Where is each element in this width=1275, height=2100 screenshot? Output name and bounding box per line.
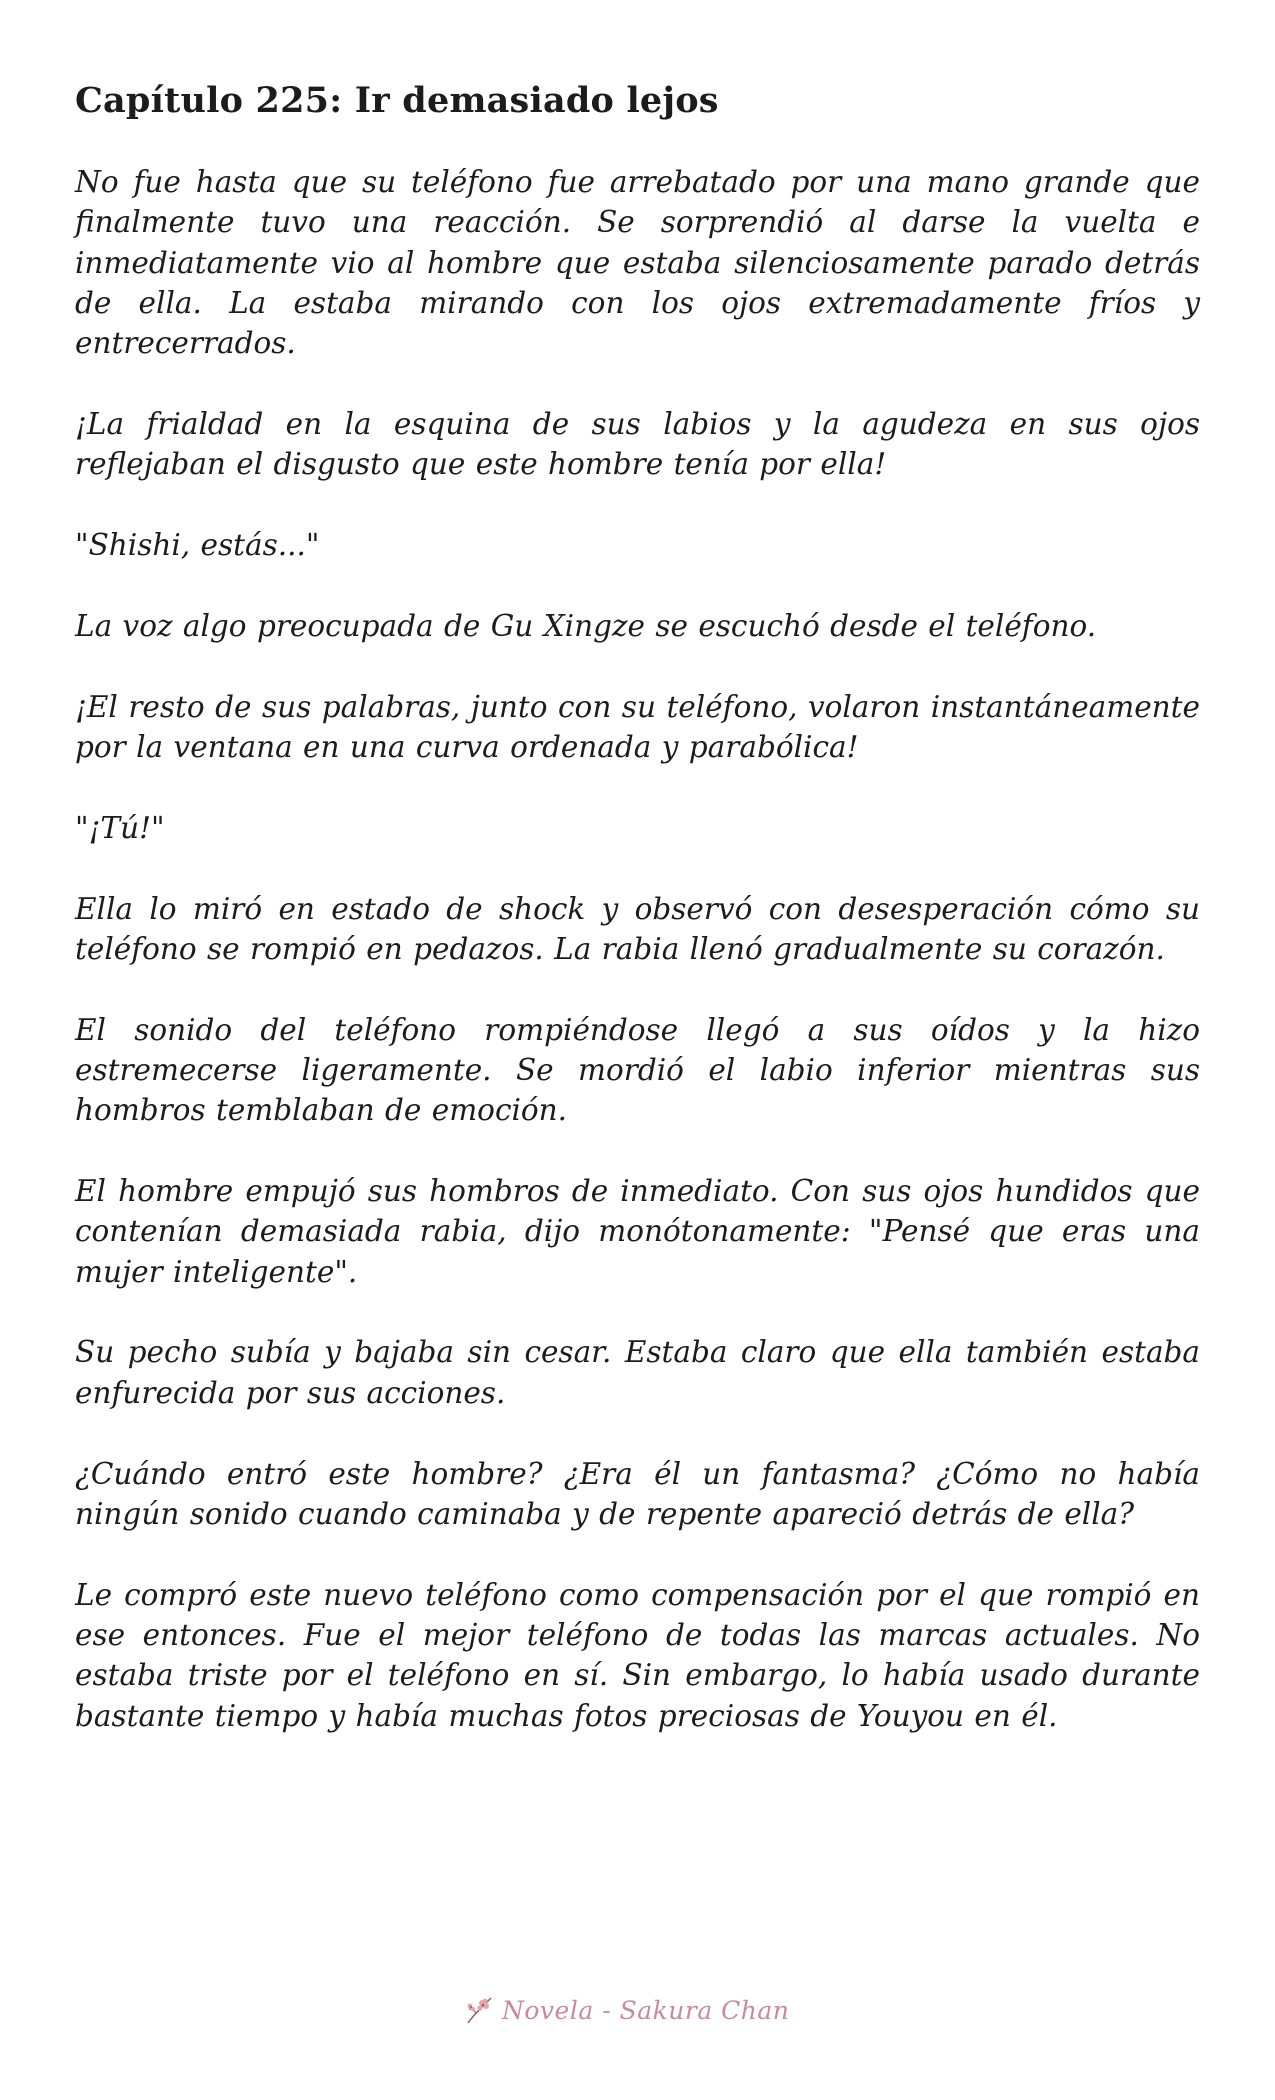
paragraph: El sonido del teléfono rompiéndose llegó a sus oídos y la hizo estremecerse ligeramente. Se mordió el labio inferior mientras sus hombros temblaban de emoción.: [75, 1012, 1200, 1128]
paragraph: ¿Cuándo entró este hombre? ¿Era él un fantasma? ¿Cómo no había ningún sonido cuando caminaba y de repente apareció detrás de ella?: [75, 1456, 1200, 1531]
cherry-blossom-icon: [462, 1993, 496, 2027]
paragraph: "¡Tú!": [75, 810, 165, 845]
paragraph: No fue hasta que su teléfono fue arrebatado por una mano grande que finalmente tuvo una reacción. Se sorprendió al darse la vuelta e inmediatamente vio al hombre que estaba silenciosamente parado detrás de ella. La estaba mirando con los ojos extremadamente fríos y entrecerrados.: [75, 165, 1200, 361]
paragraph: Le compró este nuevo teléfono como compensación por el que rompió en ese entonces. Fue el mejor teléfono de todas las marcas actuales. No estaba triste por el teléfono en sí. Sin embargo, lo había usado durante bastante tiempo y había muchas fotos preciosas de Youyou en él.: [75, 1577, 1200, 1733]
paragraph: El hombre empujó sus hombros de inmediato. Con sus ojos hundidos que contenían demasiada rabia, dijo monótonamente: "Pensé que eras una mujer inteligente".: [75, 1174, 1200, 1289]
paragraph: Ella lo miró en estado de shock y observó con desesperación cómo su teléfono se rompió en pedazos. La rabia llenó gradualmente su corazón.: [75, 891, 1200, 966]
paragraph: ¡El resto de sus palabras, junto con su teléfono, volaron instantáneamente por la ventana en una curva ordenada y parabólica!: [75, 689, 1200, 764]
watermark: [462, 1988, 789, 2032]
paragraph: "Shishi, estás...": [75, 528, 320, 563]
paragraph: ¡La frialdad en la esquina de sus labios y la agudeza en sus ojos reflejaban el disgusto que este hombre tenía por ella!: [75, 406, 1200, 482]
chapter-body: [75, 162, 1200, 1736]
paragraph: Su pecho subía y bajaba sin cesar. Estaba claro que ella también estaba enfurecida por sus acciones.: [75, 1335, 1200, 1410]
chapter-title: Capítulo 225: Ir demasiado lejos: [75, 80, 719, 121]
watermark-text: Novela - Sakura Chan: [502, 1995, 790, 2025]
paragraph: La voz algo preocupada de Gu Xingze se escuchó desde el teléfono.: [75, 608, 1097, 643]
